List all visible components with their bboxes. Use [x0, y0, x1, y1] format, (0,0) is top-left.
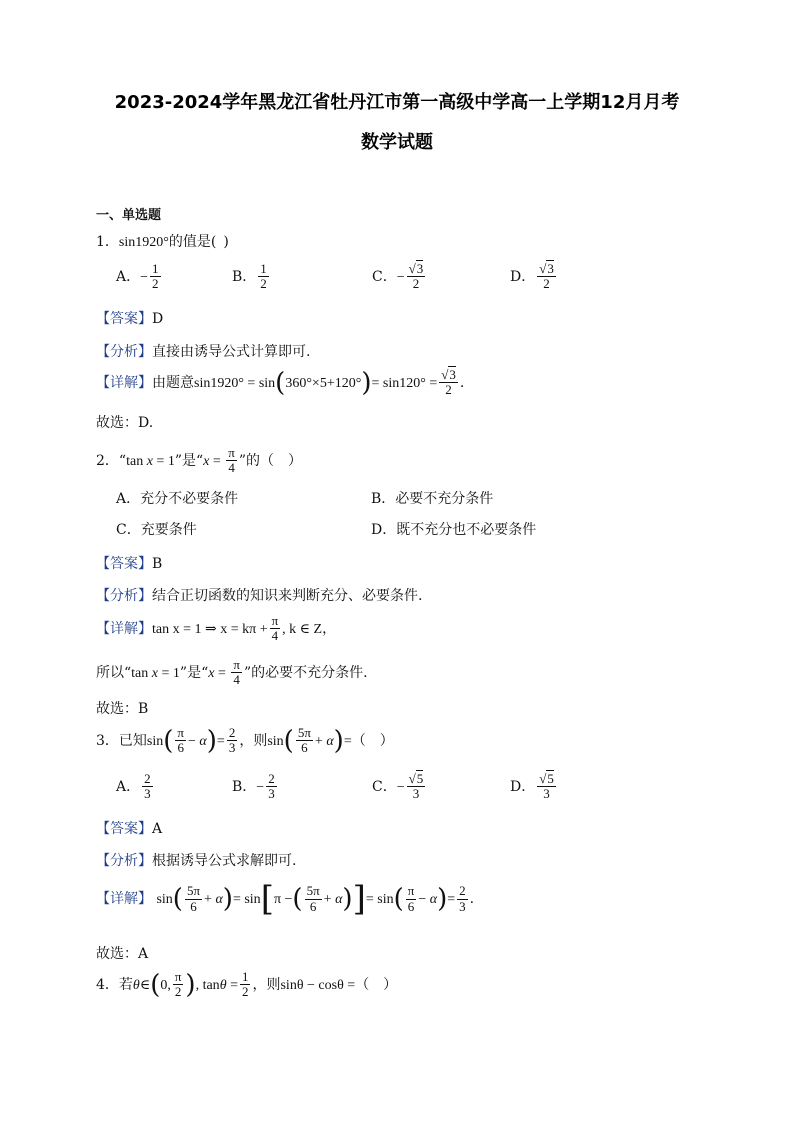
question-3-stem: 3．已知sin( $\frac{\pi}{6}$ − α)= $\frac{2}{3}$ ，则sin( $\frac{5\pi}{6}$ + α)=（ ）	[96, 725, 394, 756]
q3-option-d[interactable]: D． $\frac{√5}{3}$	[510, 771, 554, 802]
question-2-stem: 2．“tan x = 1”是“x = $\frac{\pi}{4}$ ”的（ ）	[96, 445, 303, 476]
q1-option-a[interactable]: A．− $\frac{1}{2}$	[116, 261, 159, 292]
q3-choose: 故选：A	[96, 946, 149, 962]
q1-option-d[interactable]: D． $\frac{√3}{2}$	[510, 261, 554, 292]
q2-analysis: 【分析】结合正切函数的知识来判断充分、必要条件.	[96, 588, 423, 604]
q3-analysis: 【分析】根据诱导公式求解即可.	[96, 853, 297, 869]
q2-option-a[interactable]: A．充分不必要条件	[116, 491, 239, 507]
q2-detail: 【详解】tan x = 1 ⇒ x = kπ + $\frac{\pi}{4}$ , k ∈ Z，	[96, 613, 337, 644]
q1-detail: 【详解】由题意sin1920° = sin(360°×5+120°)= sin120° = $\frac{√3}{2}$ .	[96, 367, 465, 398]
q2-choose: 故选：B	[96, 701, 149, 717]
section-heading: 一、单选题	[96, 208, 162, 223]
q1-option-c[interactable]: C．− $\frac{√3}{2}$	[372, 261, 424, 292]
q2-answer: 【答案】B	[96, 556, 163, 572]
question-4-stem: 4．若θ∈(0, $\frac{\pi}{2}$ ), tanθ = $\frac{1}{2}$ ，则sinθ − cosθ =（ ）	[96, 969, 398, 1000]
q3-option-b[interactable]: B．− $\frac{2}{3}$	[232, 771, 275, 802]
q3-option-a[interactable]: A． $\frac{2}{3}$	[116, 771, 151, 802]
q1-option-b[interactable]: B． $\frac{1}{2}$	[232, 261, 267, 292]
question-1-stem: 1．sin1920°的值是( )	[96, 234, 229, 250]
q1-answer: 【答案】D	[96, 311, 164, 327]
q2-option-c[interactable]: C．充要条件	[116, 522, 197, 538]
q1-analysis: 【分析】直接由诱导公式计算即可.	[96, 344, 311, 360]
q1-choose: 故选：D.	[96, 415, 154, 431]
q2-option-d[interactable]: D．既不充分也不必要条件	[371, 522, 537, 538]
q3-answer: 【答案】A	[96, 821, 163, 837]
page-title: 2023-2024学年黑龙江省牡丹江市第一高级中学高一上学期12月月考	[114, 92, 680, 113]
q2-conclusion: 所以“tan x = 1”是“x = $\frac{\pi}{4}$ ”的必要不充分条件.	[96, 657, 368, 688]
q3-detail: 【详解】 sin( $\frac{5\pi}{6}$ + α)= sin[π −( $\frac{5\pi}{6}$ + α)]= sin( $\frac{\pi}{6}$ − α)= $\frac{2}{3}$ .	[96, 879, 475, 919]
q2-option-b[interactable]: B．必要不充分条件	[371, 491, 494, 507]
q3-option-c[interactable]: C．− $\frac{√5}{3}$	[372, 771, 424, 802]
page-subtitle: 数学试题	[361, 132, 433, 153]
